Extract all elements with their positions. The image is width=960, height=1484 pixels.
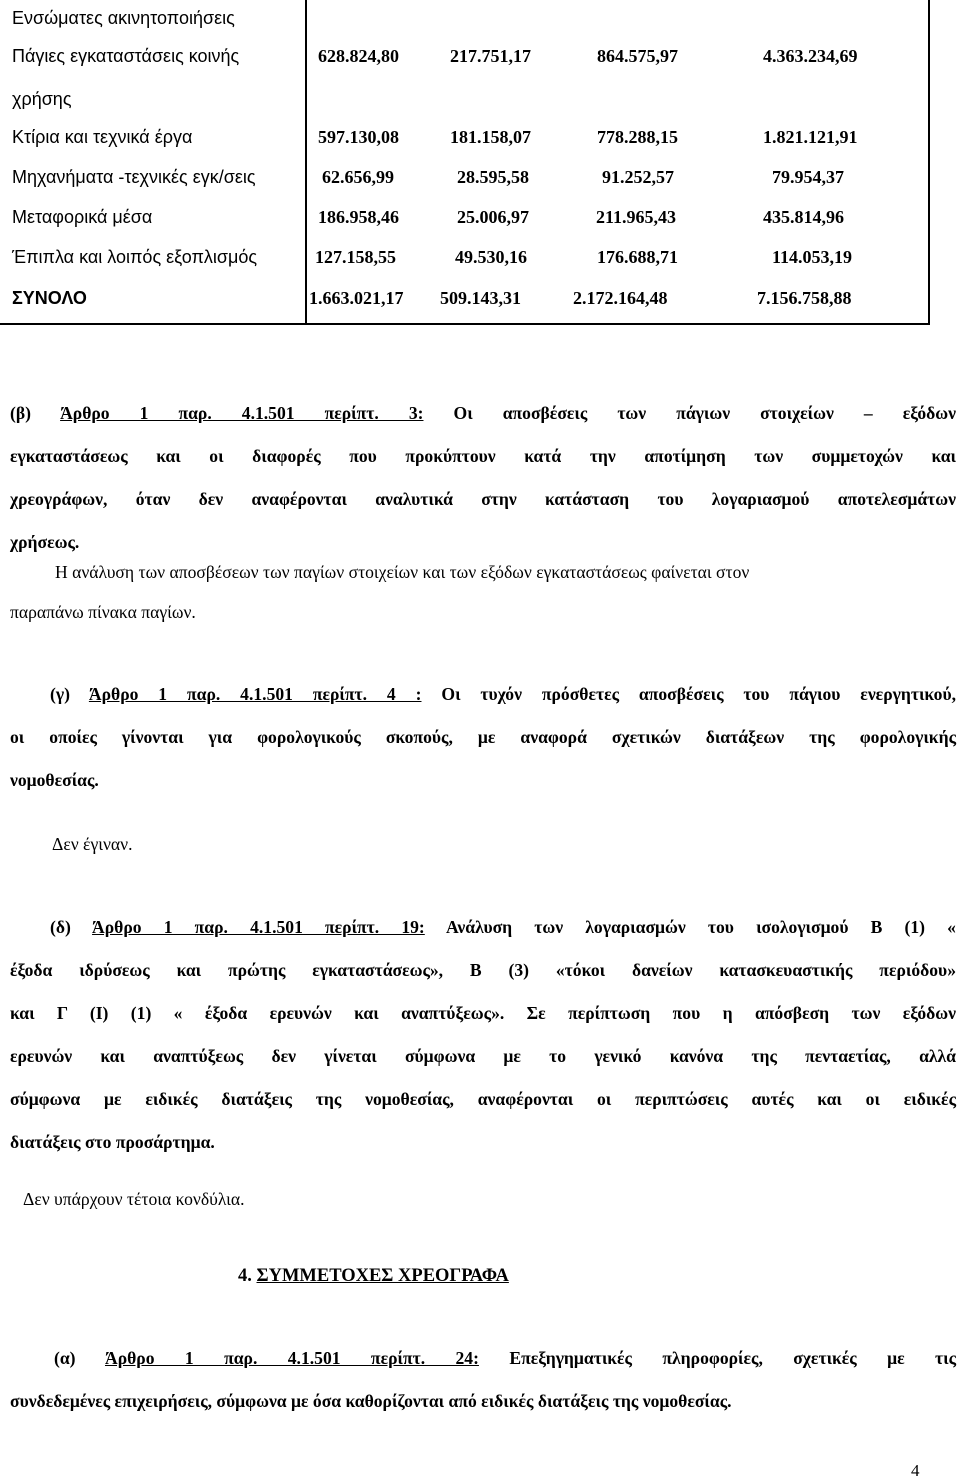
section-c bbox=[10, 673, 956, 802]
table-cell: 597.130,08 bbox=[318, 127, 399, 147]
table-cell: 1.663.021,17 bbox=[309, 288, 404, 308]
row-label: Έπιπλα και λοιπός εξοπλισμός bbox=[12, 247, 258, 267]
table-cell: 1.821.121,91 bbox=[763, 127, 858, 147]
section-b-line4: χρήσεως. bbox=[10, 532, 80, 552]
total-label: ΣΥΝΟΛΟ bbox=[12, 288, 87, 308]
section-d-line3: και Γ (Ι) (1) « έξοδα ερευνών και αναπτύξεως». Σε περίπτωση που η απόσβεση των εξόδων bbox=[10, 1003, 956, 1023]
table-cell: 211.965,43 bbox=[596, 207, 677, 227]
table-cell: 864.575,97 bbox=[597, 46, 678, 66]
table-header-label: Ενσώματες ακινητοποιήσεις bbox=[12, 8, 235, 28]
table-cell: 4.363.234,69 bbox=[763, 46, 858, 66]
section-d-line4: ερευνών και αναπτύξεως δεν γίνεται σύμφωνα με το γενικό κανόνα της πενταετίας, αλλά bbox=[10, 1046, 956, 1066]
table-cell: 49.530,16 bbox=[455, 247, 527, 267]
section-d-line2: έξοδα ιδρύσεως και πρώτης εγκαταστάσεως», Β (3) «τόκοι δανείων κατασκευαστικής περιόδου» bbox=[10, 960, 956, 980]
table-cell: 91.252,57 bbox=[602, 167, 674, 187]
table-cell: 628.824,80 bbox=[318, 46, 399, 66]
section-d bbox=[10, 906, 956, 1164]
section-c-line2: οι οποίες γίνονται για φορολογικούς σκοπούς, με αναφορά σχετικών διατάξεων της φορολογικής bbox=[10, 727, 956, 747]
page-number: 4 bbox=[911, 1461, 920, 1480]
section-d-line1: (δ) Άρθρο 1 παρ. 4.1.501 περίπτ. 19: Ανάλυση των λογαριασμών του ισολογισμού Β (1) « bbox=[50, 917, 956, 937]
section-d-answer: Δεν υπάρχουν τέτοια κονδύλια. bbox=[23, 1189, 245, 1209]
table-cell: 181.158,07 bbox=[450, 127, 531, 147]
article-reference: Άρθρο 1 παρ. 4.1.501 περίπτ. 4 : bbox=[88, 684, 422, 704]
table-cell: 217.751,17 bbox=[450, 46, 531, 66]
article-reference: Άρθρο 1 παρ. 4.1.501 περίπτ. 24: bbox=[104, 1348, 479, 1368]
section-c-line3: νομοθεσίας. bbox=[10, 770, 99, 790]
row-label: Μηχανήματα -τεχνικές εγκ/σεις bbox=[12, 167, 256, 187]
table-cell: 2.172.164,48 bbox=[573, 288, 668, 308]
table-cell: 176.688,71 bbox=[597, 247, 678, 267]
table-cell: 62.656,99 bbox=[322, 167, 394, 187]
article-reference: Άρθρο 1 παρ. 4.1.501 περίπτ. 3: bbox=[60, 403, 424, 423]
row-label: Πάγιες εγκαταστάσεις κοινής bbox=[12, 46, 240, 66]
section-a-line1: (α) Άρθρο 1 παρ. 4.1.501 περίπτ. 24: Επεξηγηματικές πληροφορίες, σχετικές με τις bbox=[54, 1348, 956, 1368]
section-b-line2: εγκαταστάσεως και οι διαφορές που προκύπτουν κατά την αποτίμηση των συμμετοχών και bbox=[10, 446, 956, 466]
section-b bbox=[10, 392, 956, 564]
table-cell: 114.053,19 bbox=[772, 247, 853, 267]
section-a-line2: συνδεδεμένες επιχειρήσεις, σύμφωνα με όσα καθορίζονται από ειδικές διατάξεις της νομοθεσίας. bbox=[10, 1391, 732, 1411]
table-cell: 127.158,55 bbox=[315, 247, 396, 267]
section-a bbox=[10, 1337, 956, 1423]
table-cell: 28.595,58 bbox=[457, 167, 529, 187]
section-b-note-2: παραπάνω πίνακα παγίων. bbox=[10, 602, 196, 622]
table-cell: 435.814,96 bbox=[763, 207, 844, 227]
table-cell: 79.954,37 bbox=[772, 167, 844, 187]
section-b-note-1: Η ανάλυση των αποσβέσεων των παγίων στοιχείων και των εξόδων εγκαταστάσεως φαίνεται στον bbox=[55, 562, 750, 582]
table-cell: 509.143,31 bbox=[440, 288, 521, 308]
section-d-line6: διατάξεις στο προσάρτημα. bbox=[10, 1132, 215, 1152]
section-c-answer: Δεν έγιναν. bbox=[52, 834, 133, 854]
row-label: Κτίρια και τεχνικά έργα bbox=[12, 127, 193, 147]
row-label: Μεταφορικά μέσα bbox=[12, 207, 153, 227]
section-d-line5: σύμφωνα με ειδικές διατάξεις της νομοθεσίας, αναφέρονται οι περιπτώσεις αυτές και οι ειδικές bbox=[10, 1089, 956, 1109]
table-cell: 25.006,97 bbox=[457, 207, 529, 227]
table-divider bbox=[305, 0, 307, 323]
section-b-line1: (β) Άρθρο 1 παρ. 4.1.501 περίπτ. 3: Οι αποσβέσεις των πάγιων στοιχείων – εξόδων bbox=[10, 403, 956, 423]
fixed-assets-table bbox=[0, 0, 930, 325]
article-reference: Άρθρο 1 παρ. 4.1.501 περίπτ. 19: bbox=[92, 917, 425, 937]
table-cell: 7.156.758,88 bbox=[757, 288, 852, 308]
table-cell: 186.958,46 bbox=[318, 207, 399, 227]
section-heading: 4. ΣΥΜΜΕΤΟΧΕΣ ΧΡΕΟΓΡΑΦΑ bbox=[238, 1266, 509, 1286]
table-cell: 778.288,15 bbox=[597, 127, 678, 147]
section-c-line1: (γ) Άρθρο 1 παρ. 4.1.501 περίπτ. 4 : Οι τυχόν πρόσθετες αποσβέσεις του πάγιου ενεργητικού, bbox=[50, 684, 956, 704]
row-label-cont: χρήσης bbox=[12, 89, 72, 109]
section-b-line3: χρεογράφων, όταν δεν αναφέρονται αναλυτικά στην κατάσταση του λογαριασμού αποτελεσμάτων bbox=[10, 489, 956, 509]
